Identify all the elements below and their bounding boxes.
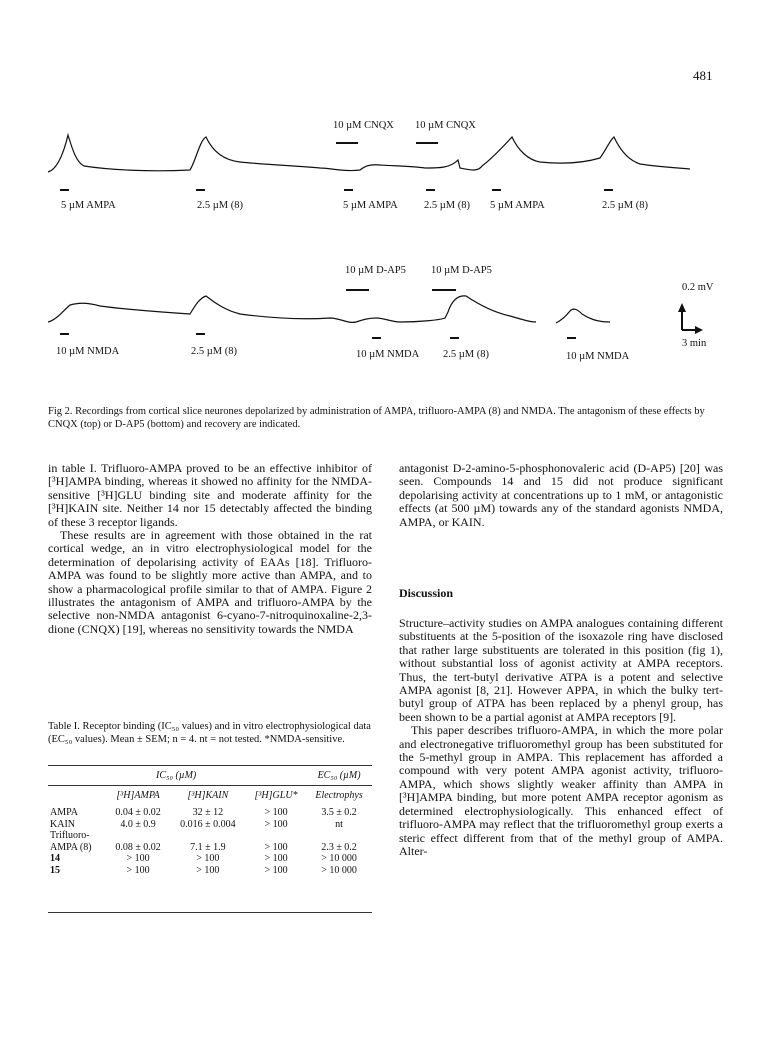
- table-row: Trifluoro-: [50, 830, 90, 841]
- left-paragraph-1: in table I. Trifluoro-AMPA proved to be an effective inhibitor of [³H]AMPA binding, whereas it showed no affinity for the NMDA-sensitive [³H]GLU binding site and moderate affinity for the [³H]KAIN site. Neither 14 nor 15 detectably affected the binding of these 3 receptor ligands.: [48, 461, 372, 529]
- right-column-top: [399, 462, 723, 529]
- table-row: AMPA 0.04 ± 0.02 32 ± 12 > 100 3.5 ± 0.2: [50, 807, 357, 818]
- table-rule-top: [48, 765, 372, 766]
- right-column-body: [399, 617, 723, 858]
- label-top-6: 2.5 µM (8): [602, 200, 649, 211]
- right-paragraph-2: Structure–activity studies on AMPA analogues containing different substituents at the 5-position of the isoxazole ring have disclosed that rather large substituents are tolerated in this position (fig 1), without substantial loss of agonist activity at AMPA receptors. Thus, the tert-butyl derivative ATPA is a potent and selective AMPA agonist [8, 21]. However APPA, in which the bulky tert-butyl group of ATPA has been replaced by a phenyl group, has been shown to be a partial agonist at AMPA receptors [9].: [399, 616, 723, 724]
- left-paragraph-2: These results are in agreement with those obtained in the rat cortical wedge, an in vitro electrophysiological model for the determination of depolarising activity of EAAs [18]. Trifluoro-AMPA was found to be slightly more active than AMPA, and to show a pharmacological profile similar to that of AMPA. Figure 2 illustrates the antagonism of AMPA and trifluoro-AMPA by the selective non-NMDA antagonist 6-cyano-7-nitroquinoxaline-2,3-dione (CNQX) [19], whereas no sensitivity towards the NMDA: [48, 528, 372, 636]
- top-trace: [48, 135, 690, 172]
- col-kain: [³H]KAIN: [187, 789, 229, 801]
- label-dap5-1: 10 µM D-AP5: [345, 265, 406, 276]
- table-row: 15 > 100 > 100 > 100 > 10 000: [50, 864, 357, 876]
- section-heading: Discussion: [399, 586, 454, 600]
- scale-voltage: 0.2 mV: [682, 282, 714, 293]
- table-row: KAIN 4.0 ± 0.9 0.016 ± 0.004 > 100 nt: [50, 818, 343, 830]
- label-top-3: 5 µM AMPA: [343, 200, 398, 211]
- figure-traces: [0, 0, 768, 430]
- table-rule-bottom: [48, 912, 372, 913]
- table-caption: Table I. Receptor binding (IC₅₀ values) and in vitro electrophysiological data (EC₅₀ values). Mean ± SEM; n = 4. nt = not tested. *NMDA-sensitive.: [48, 721, 371, 745]
- table-rule-mid: [48, 785, 372, 786]
- label-bottom-1: 10 µM NMDA: [56, 346, 120, 357]
- group-header-ic50: IC₅₀ (µM): [156, 770, 197, 781]
- label-top-5: 5 µM AMPA: [490, 200, 545, 211]
- label-bottom-4: 2.5 µM (8): [443, 349, 490, 360]
- label-dap5-2: 10 µM D-AP5: [431, 265, 492, 276]
- table-row: AMPA (8) 0.08 ± 0.02 7.1 ± 1.9 > 100 2.3 ± 0.2: [50, 841, 357, 853]
- col-glu: [³H]GLU*: [254, 789, 298, 801]
- right-paragraph-1: antagonist D-2-amino-5-phosphonovaleric acid (D-AP5) [20] was seen. Compounds 14 and 15 did not produce significant depolarising activity at concentrations up to 1 mM, or antagonistic effects (at 500 µM) towards any of the standard agonists NMDA, AMPA, or KAIN.: [399, 461, 723, 529]
- table-group-header: [48, 770, 372, 782]
- scale-time: 3 min: [682, 338, 707, 349]
- bottom-trace: [48, 296, 536, 323]
- figure-caption: Fig 2. Recordings from cortical slice neurones depolarized by administration of AMPA, trifluoro-AMPA (8) and NMDA. The antagonism of these effects by CNQX (top) or D-AP5 (bottom) and recovery are indicated.: [48, 406, 705, 430]
- label-cnqx-1: 10 µM CNQX: [333, 120, 394, 131]
- label-cnqx-2: 10 µM CNQX: [415, 120, 476, 131]
- scale-bar: [678, 303, 703, 334]
- table-column-header: [48, 790, 372, 802]
- page-number: 481: [693, 68, 713, 83]
- col-ampa: [³H]AMPA: [116, 789, 160, 801]
- left-column: [48, 462, 372, 636]
- label-bottom-2: 2.5 µM (8): [191, 346, 238, 357]
- figure-2: [0, 0, 768, 430]
- label-bottom-3: 10 µM NMDA: [356, 349, 420, 360]
- bottom-trace-recovery: [556, 309, 610, 323]
- group-header-ec50: EC₅₀ (µM): [317, 770, 361, 781]
- col-electrophys: Electrophys: [315, 789, 363, 801]
- right-paragraph-3: This paper describes trifluoro-AMPA, in which the more polar and electronegative trifluoromethyl group has been substituted for the 5-methyl group in AMPA. This replacement has afforded a compound with very potent AMPA agonist activity, trifluoro-AMPA, which shows slightly weaker affinity than AMPA in [³H]AMPA binding, but more potent AMPA receptor agonism as determined electrophysiologically. This enhanced effect of trifluoro-AMPA may reflect that the trifluoromethyl group exerts a steric effect different from that of the methyl group of AMPA. Alter-: [399, 723, 723, 858]
- label-top-4: 2.5 µM (8): [424, 200, 471, 211]
- label-top-1: 5 µM AMPA: [61, 200, 116, 211]
- label-bottom-5: 10 µM NMDA: [566, 351, 630, 362]
- table-row: 14 > 100 > 100 > 100 > 10 000: [50, 853, 357, 864]
- label-top-2: 2.5 µM (8): [197, 200, 244, 211]
